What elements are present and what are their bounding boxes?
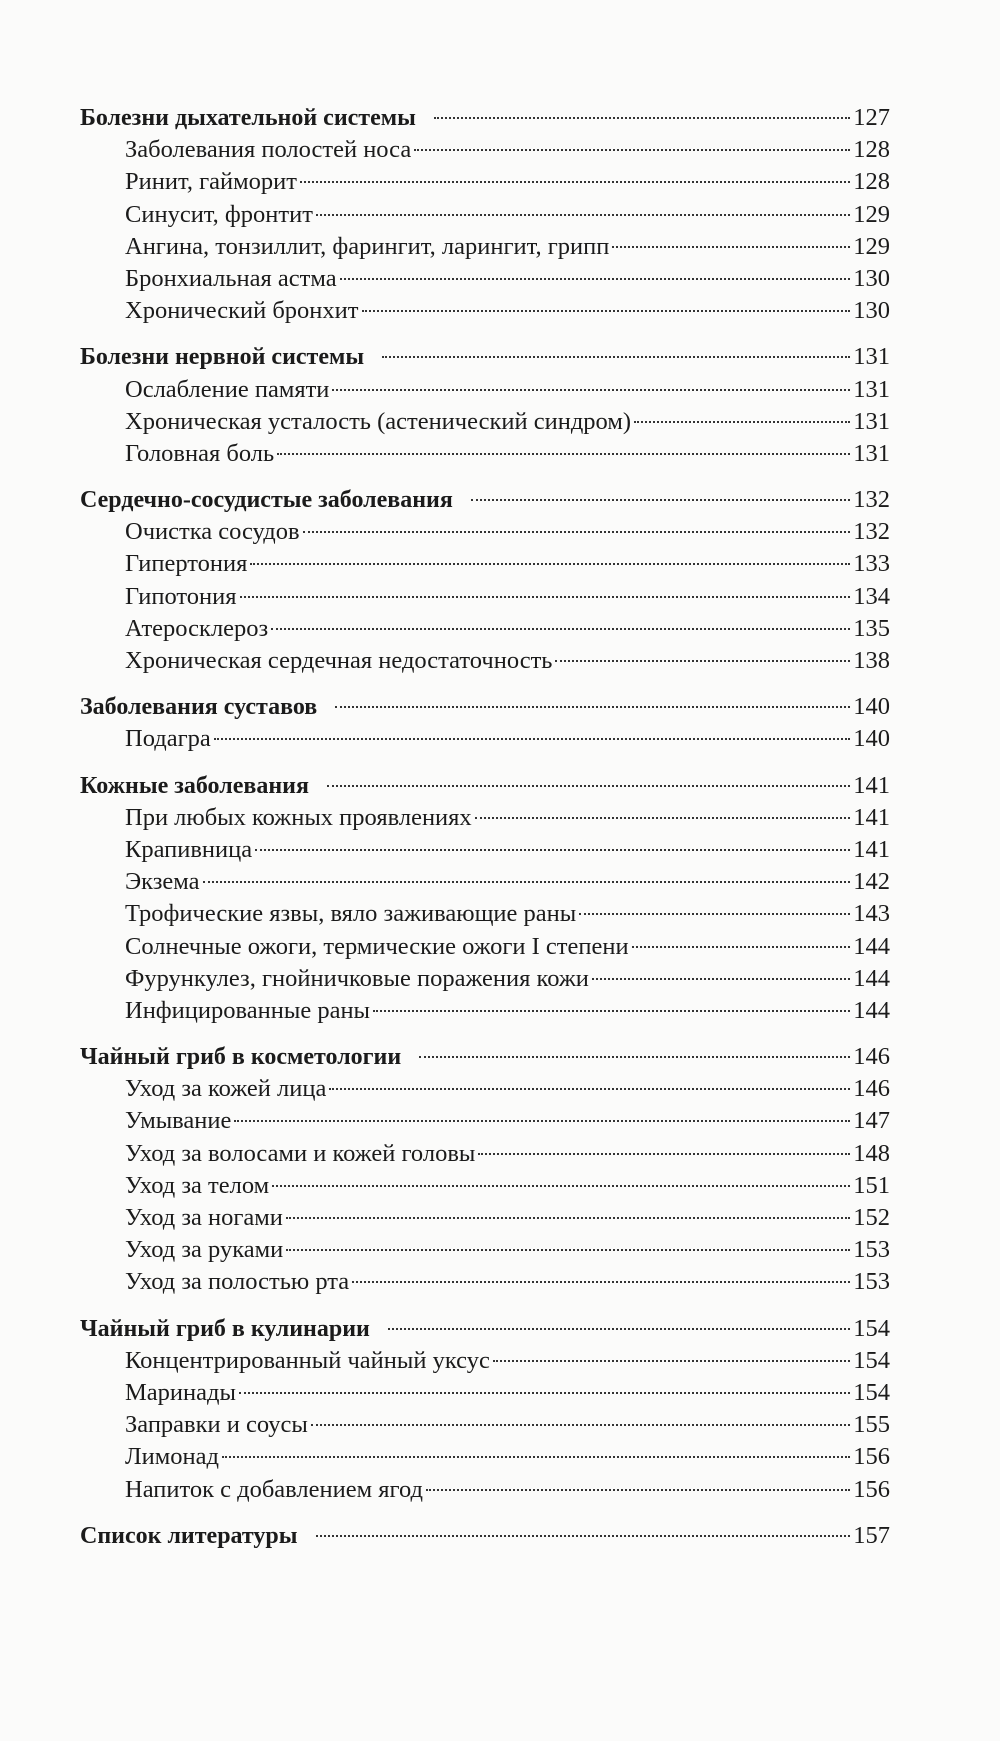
page-number: 144 bbox=[853, 996, 890, 1024]
page-number: 156 bbox=[853, 1443, 890, 1471]
toc-entry bbox=[80, 374, 890, 406]
dot-leader bbox=[335, 706, 850, 708]
entry-title: Солнечные ожоги, термические ожоги I степени bbox=[125, 932, 629, 960]
toc-section-heading bbox=[80, 691, 890, 723]
section-title: Чайный гриб в кулинарии bbox=[80, 1315, 370, 1342]
page-number: 154 bbox=[853, 1346, 890, 1374]
dot-leader bbox=[316, 1535, 851, 1537]
entry-title: Трофические язвы, вяло заживающие раны bbox=[125, 900, 577, 928]
entry-title: Ангина, тонзиллит, фарингит, ларингит, грипп bbox=[125, 232, 610, 260]
page-number: 140 bbox=[853, 693, 890, 721]
page-number: 131 bbox=[853, 375, 890, 403]
page-number: 142 bbox=[853, 868, 890, 896]
dot-leader bbox=[352, 1281, 850, 1283]
page-number: 144 bbox=[853, 932, 890, 960]
dot-leader bbox=[286, 1249, 850, 1251]
toc-entry bbox=[80, 134, 890, 166]
page-number: 127 bbox=[853, 104, 890, 131]
toc-entry bbox=[80, 516, 890, 548]
dot-leader bbox=[382, 356, 850, 358]
entry-title: Ослабление памяти bbox=[125, 375, 330, 403]
section-title: Болезни нервной системы bbox=[80, 344, 365, 371]
toc-entry bbox=[80, 1170, 890, 1202]
entry-title: Инфицированные раны bbox=[125, 996, 371, 1024]
entry-title: Маринады bbox=[125, 1378, 236, 1406]
toc-entry bbox=[80, 263, 890, 295]
toc-entry bbox=[80, 898, 890, 930]
page-number: 130 bbox=[853, 297, 890, 325]
toc-entry bbox=[80, 1409, 890, 1441]
page-number: 131 bbox=[853, 343, 890, 371]
page-number: 155 bbox=[853, 1411, 890, 1439]
dot-leader bbox=[632, 946, 851, 948]
toc-section-heading bbox=[80, 1520, 890, 1552]
page-number: 141 bbox=[853, 771, 890, 799]
page-number: 135 bbox=[853, 614, 890, 642]
entry-title: Хроническая сердечная недостаточность bbox=[125, 647, 553, 674]
toc-entry bbox=[80, 166, 890, 198]
toc-entry bbox=[80, 802, 890, 834]
dot-leader bbox=[471, 499, 850, 501]
page-number: 128 bbox=[853, 168, 890, 196]
entry-title: Уход за волосами и кожей головы bbox=[125, 1139, 476, 1167]
dot-leader bbox=[250, 563, 850, 565]
entry-title: Гипотония bbox=[125, 582, 237, 610]
toc-entry bbox=[80, 1105, 890, 1137]
entry-title: Уход за руками bbox=[125, 1236, 284, 1264]
entry-title: Напиток с добавлением ягод bbox=[125, 1475, 423, 1503]
toc-entry bbox=[80, 963, 890, 995]
dot-leader bbox=[332, 389, 850, 391]
page-number: 132 bbox=[853, 518, 890, 546]
dot-leader bbox=[240, 596, 851, 598]
toc-entry bbox=[80, 1234, 890, 1266]
toc-section-heading bbox=[80, 484, 890, 516]
dot-leader bbox=[255, 849, 850, 851]
dot-leader bbox=[272, 1185, 850, 1187]
dot-leader bbox=[426, 1489, 850, 1491]
page-number: 144 bbox=[853, 964, 890, 992]
entry-title: Хронический бронхит bbox=[125, 297, 359, 325]
dot-leader bbox=[234, 1120, 850, 1122]
page-number: 141 bbox=[853, 835, 890, 863]
page-number: 130 bbox=[853, 264, 890, 292]
page-number: 147 bbox=[853, 1107, 890, 1135]
toc-entry bbox=[80, 581, 890, 613]
toc-entry bbox=[80, 1073, 890, 1105]
dot-leader bbox=[475, 817, 851, 819]
toc-entry bbox=[80, 199, 890, 231]
toc-section-heading bbox=[80, 1313, 890, 1345]
dot-leader bbox=[327, 785, 850, 787]
page-number: 154 bbox=[853, 1314, 890, 1342]
page-number: 134 bbox=[853, 582, 890, 610]
toc-entry bbox=[80, 1266, 890, 1298]
page-number: 153 bbox=[853, 1268, 890, 1296]
entry-title: Концентрированный чайный уксус bbox=[125, 1346, 490, 1374]
dot-leader bbox=[329, 1088, 850, 1090]
page-number: 152 bbox=[853, 1204, 890, 1231]
table-of-contents bbox=[80, 102, 890, 1566]
toc-section-heading bbox=[80, 341, 890, 373]
entry-title: Головная боль bbox=[125, 439, 275, 467]
dot-leader bbox=[222, 1456, 850, 1458]
section-title: Чайный гриб в косметологии bbox=[80, 1044, 402, 1071]
entry-title: Очистка сосудов bbox=[125, 518, 300, 546]
dot-leader bbox=[612, 246, 850, 248]
dot-leader bbox=[493, 1360, 850, 1362]
page-number: 146 bbox=[853, 1043, 890, 1071]
dot-leader bbox=[592, 978, 850, 980]
toc-section bbox=[80, 770, 890, 1028]
entry-title: Хроническая усталость (астенический синдром) bbox=[125, 407, 631, 435]
dot-leader bbox=[414, 149, 850, 151]
toc-section bbox=[80, 691, 890, 755]
page-number: 148 bbox=[853, 1139, 890, 1167]
section-title: Болезни дыхательной системы bbox=[80, 105, 416, 131]
dot-leader bbox=[277, 453, 850, 455]
page-number: 133 bbox=[853, 550, 890, 578]
page-number: 156 bbox=[853, 1475, 890, 1503]
toc-entry bbox=[80, 995, 890, 1027]
entry-title: Фурункулез, гнойничковые поражения кожи bbox=[125, 964, 589, 992]
dot-leader bbox=[271, 628, 850, 630]
toc-entry bbox=[80, 295, 890, 327]
entry-title: Бронхиальная астма bbox=[125, 264, 337, 292]
toc-entry bbox=[80, 406, 890, 438]
entry-title: Уход за телом bbox=[125, 1171, 270, 1199]
page-number: 129 bbox=[853, 232, 890, 260]
section-title: Заболевания суставов bbox=[80, 694, 318, 721]
toc-section bbox=[80, 102, 890, 327]
entry-title: Крапивница bbox=[125, 835, 253, 863]
page-number: 146 bbox=[853, 1075, 890, 1103]
entry-title: Заболевания полостей носа bbox=[125, 136, 412, 164]
entry-title: Гипертония bbox=[125, 550, 248, 578]
entry-title: Лимонад bbox=[125, 1443, 219, 1471]
entry-title: Экзема bbox=[125, 868, 200, 896]
entry-title: Умывание bbox=[125, 1107, 232, 1135]
dot-leader bbox=[373, 1010, 850, 1012]
dot-leader bbox=[340, 278, 851, 280]
dot-leader bbox=[419, 1056, 850, 1058]
toc-section bbox=[80, 484, 890, 677]
toc-section bbox=[80, 1041, 890, 1299]
toc-entry bbox=[80, 1202, 890, 1234]
section-title: Список литературы bbox=[80, 1522, 298, 1549]
entry-title: Заправки и соусы bbox=[125, 1411, 308, 1439]
entry-title: Подагра bbox=[125, 725, 211, 753]
dot-leader bbox=[316, 214, 850, 216]
toc-entry bbox=[80, 438, 890, 470]
dot-leader bbox=[388, 1328, 850, 1330]
toc-entry bbox=[80, 1138, 890, 1170]
dot-leader bbox=[362, 310, 851, 312]
page-number: 138 bbox=[853, 647, 890, 674]
page-number: 140 bbox=[853, 725, 890, 753]
dot-leader bbox=[300, 181, 850, 183]
dot-leader bbox=[303, 531, 851, 533]
toc-section-heading bbox=[80, 1041, 890, 1073]
toc-section-heading bbox=[80, 770, 890, 802]
toc-entry bbox=[80, 1474, 890, 1506]
page-number: 131 bbox=[853, 439, 890, 467]
page-number: 143 bbox=[853, 900, 890, 928]
page-number: 157 bbox=[853, 1521, 890, 1549]
toc-entry bbox=[80, 931, 890, 963]
dot-leader bbox=[214, 738, 851, 740]
page-number: 128 bbox=[853, 136, 890, 164]
dot-leader bbox=[434, 117, 850, 119]
toc-entry bbox=[80, 723, 890, 755]
toc-entry bbox=[80, 231, 890, 263]
entry-title: Уход за полостью рта bbox=[125, 1268, 350, 1296]
page-number: 131 bbox=[853, 407, 890, 435]
entry-title: Уход за кожей лица bbox=[125, 1075, 327, 1103]
toc-section bbox=[80, 1520, 890, 1552]
entry-title: Синусит, фронтит bbox=[125, 200, 313, 228]
dot-leader bbox=[203, 881, 851, 883]
entry-title: Уход за ногами bbox=[125, 1204, 283, 1231]
entry-title: Ринит, гайморит bbox=[125, 168, 297, 196]
section-title: Кожные заболевания bbox=[80, 772, 309, 799]
dot-leader bbox=[478, 1153, 850, 1155]
dot-leader bbox=[555, 660, 850, 662]
page-number: 151 bbox=[853, 1171, 890, 1199]
dot-leader bbox=[311, 1424, 850, 1426]
toc-entry bbox=[80, 1377, 890, 1409]
entry-title: Атеросклероз bbox=[125, 614, 269, 642]
toc-entry bbox=[80, 645, 890, 677]
dot-leader bbox=[634, 421, 850, 423]
toc-entry bbox=[80, 1345, 890, 1377]
dot-leader bbox=[286, 1217, 850, 1219]
toc-entry bbox=[80, 1441, 890, 1473]
toc-entry bbox=[80, 613, 890, 645]
page-number: 154 bbox=[853, 1378, 890, 1406]
dot-leader bbox=[579, 913, 850, 915]
toc-entry bbox=[80, 834, 890, 866]
page-number: 153 bbox=[853, 1236, 890, 1264]
toc-entry bbox=[80, 548, 890, 580]
page-number: 141 bbox=[853, 803, 890, 831]
toc-section bbox=[80, 341, 890, 470]
toc-section-heading bbox=[80, 102, 890, 134]
toc-section bbox=[80, 1313, 890, 1506]
page-number: 132 bbox=[853, 486, 890, 514]
dot-leader bbox=[239, 1392, 850, 1394]
page-number: 129 bbox=[853, 200, 890, 228]
section-title: Сердечно-сосудистые заболевания bbox=[80, 487, 453, 514]
entry-title: При любых кожных проявлениях bbox=[125, 803, 472, 831]
toc-entry bbox=[80, 866, 890, 898]
